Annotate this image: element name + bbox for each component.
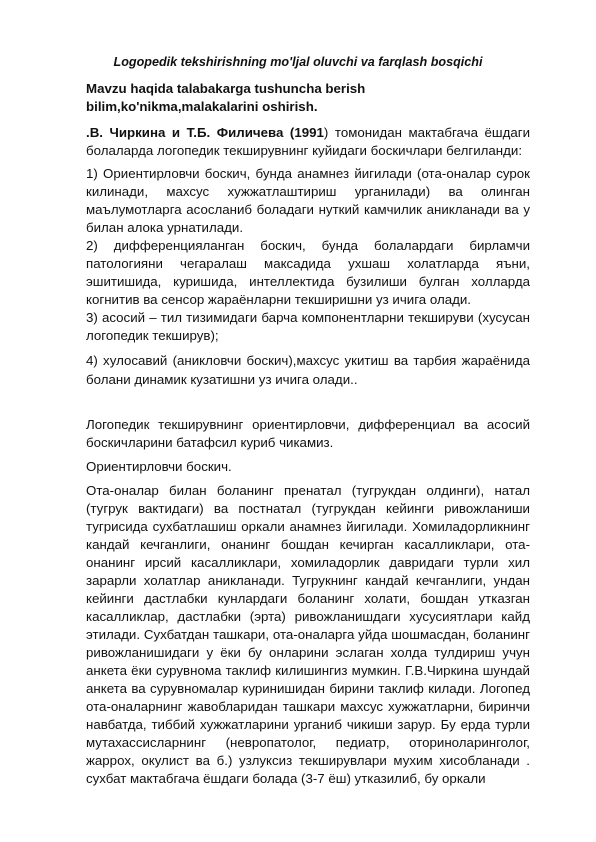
stage-item-3: 3) асосий – тил тизимидаги барча компонентларни текшируви (хусусан логопедик текширув);: [86, 310, 530, 343]
subject-statement: Mavzu haqida talabakarga tushuncha berish bilim,ko'nikma,malakalarini oshirish.: [86, 81, 366, 114]
intro-authors: .В. Чиркина и Т.Б. Филичева (1991: [86, 125, 324, 140]
intro-paragraph: [86, 124, 530, 160]
stage-item-2: 2) дифференцияланган боскич, бунда болалардаги бирламчи патологияни чегаралаш максадида ухшаш холатларда яъни, эшитишида, куришида, интеллектида бузилиши булган холларда когнитив ва сенсор жараёнларни текширишни уз ичига олади.: [86, 238, 530, 307]
section-intro: Логопедик текширувнинг ориентирловчи, дифференциал ва асосий боскичларини батафсил куриб чикамиз.: [86, 417, 530, 450]
section-heading: Ориентирловчи боскич.: [86, 459, 232, 474]
body-paragraph: Ота-оналар билан боланинг пренатал (тугрукдан олдинги), натал (тугрук вактидаги) ва постнатал (тугрукдан кейинги ривожланиши тугрисида сухбатлашиш оркали анамнез йигилади. Хомиладорликнинг кандай кечганлиги, онанинг бошдан кечирган касалликлари, ота-онанинг ирсий касалликлари, хомиладорлик давридаги турли хил зарарли холатлар аникланади. Тугрукнинг кандай кечганлиги, ундан кейинги дастлабки кунлардаги боланинг холати, бошдан утказган касалликлар, дастлабки (эрта) ривожланишдаги хусусиятлари кайд этилади. Сухбатдан ташкари, ота-оналарга уйда шошмасдан, боланинг ривожланишидаги у ёки бу онларини эслаган холда тулдириш учун анкета ёки сурувнома таклиф килишингиз мумкин. Г.В.Чиркина шундай анкета ва сурувномалар куринишидан бирини таклиф килади. Логопед ота-оналарнинг жавобларидан ташкари махсус хужжатларни, биринчи навбатда, тиббий хужжатларини урганиб чикиши зарур. Бу ерда турли мутахассисларнинг (невропатолог, педиатр, оториноларинголог, жаррох, окулист ва б.) узлуксиз текширувлари мухим хисобланади . сухбат мактабгача ёшдаги болада (3-7 ёш) утказилиб, бу оркали: [86, 483, 530, 786]
intro-text: ) томонидан мактабгача ёшдаги болаларда логопедик текширувнинг куйидаги боскичлари белгиланди:: [86, 125, 530, 158]
page-title: Logopedik tekshirishning mo'ljal oluvchi va farqlash bosqichi: [113, 55, 483, 69]
stage-item-4: 4) хулосавий (аникловчи боскич),махсус укитиш ва тарбия жараёнида болани динамик кузатишни уз ичига олади..: [86, 353, 530, 387]
stage-item-1: 1) Ориентирловчи боскич, бунда анамнез йигилади (ота-оналар сурок килинади, махсус хужжатлаштириш урганилади) ва олинган маълумотларга асосланиб боладаги нуткий камчилик аникланади ва у билан алока урнатилади.: [86, 166, 530, 235]
